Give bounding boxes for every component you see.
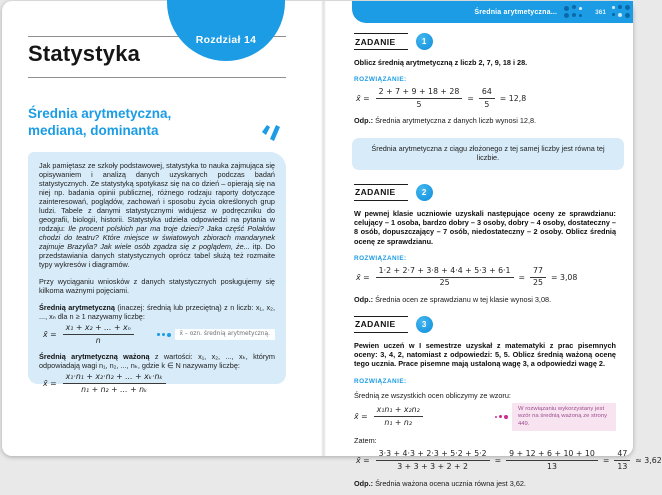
task-number-badge: 2	[416, 184, 433, 201]
answer-label: Odp.:	[354, 116, 374, 126]
formula-result: ≈ 3,62	[635, 456, 662, 466]
book-spread	[2, 1, 662, 488]
task-3-answer	[354, 479, 616, 488]
fraction-numerator: x₁ + x₂ + ... + xₙ	[63, 324, 134, 335]
exercises-column	[354, 33, 662, 495]
fraction-denominator: 3 + 3 + 3 + 2 + 2	[397, 461, 468, 471]
dots-pattern-right	[611, 4, 631, 20]
side-note	[495, 403, 616, 432]
task-1-header	[354, 33, 616, 50]
intro-paragraph-1	[39, 161, 275, 269]
task-1-answer	[354, 116, 616, 125]
page-number: 361	[595, 8, 606, 16]
chapter-badge-label: Rozdział 14	[195, 34, 257, 46]
quote-icon	[260, 122, 284, 142]
intro-box	[28, 152, 286, 394]
note-dots-icon	[495, 415, 508, 419]
task-label: ZADANIE	[354, 33, 408, 50]
task-2-answer	[354, 295, 616, 304]
equals-sign: =	[518, 272, 526, 282]
solution-label: ROZWIĄZANIE:	[354, 377, 407, 385]
definition-weighted	[39, 352, 275, 370]
fraction-denominator: 13	[547, 461, 557, 471]
fraction-denominator: 13	[617, 461, 628, 471]
intro-p1-end: itp. Do przedstawiania danych statystycznych oprócz tabel służą też rozmaite typy wykresów i diagramów.	[39, 242, 275, 269]
formula-lhs: x̄ =	[354, 412, 368, 422]
solution-label: ROZWIĄZANIE:	[354, 76, 407, 84]
task-3-solution-intro: Średnią ze wszystkich ocen obliczymy ze wzoru:	[354, 390, 511, 400]
header-title: Średnia arytmetyczna...	[474, 8, 558, 16]
fraction	[63, 373, 169, 394]
answer-text: Średnia arytmetyczna z danych liczb wynosi 12,8.	[375, 116, 537, 126]
fraction-denominator: 5	[416, 99, 422, 109]
solution-label: ROZWIĄZANIE:	[354, 254, 407, 262]
title-rule-bottom	[28, 77, 286, 78]
task-label: ZADANIE	[354, 316, 408, 333]
task-3-weights-formula	[354, 406, 429, 427]
formula-result: = 3,08	[550, 272, 578, 282]
task-3	[354, 316, 662, 488]
fraction	[479, 88, 495, 109]
task-1	[354, 33, 616, 125]
task-3-weights-formula-row	[354, 403, 616, 432]
answer-text: Średnia ważona ocena ucznia równa jest 3,62.	[375, 478, 526, 488]
task-1-formula	[356, 88, 616, 109]
definition-weighted-term: Średnią arytmetyczną ważoną	[39, 352, 150, 362]
formula-lhs: x̄ =	[356, 94, 370, 104]
fraction	[63, 324, 137, 345]
note-dots-icon	[157, 333, 170, 337]
fraction-numerator: x₁n₁ + x₂n₂	[374, 406, 423, 417]
formula-mean-lhs: x̄ =	[43, 330, 57, 340]
section-heading	[28, 106, 171, 139]
answer-label: Odp.:	[354, 478, 374, 488]
fraction-denominator: 5	[484, 99, 490, 109]
page-title: Statystyka	[28, 41, 141, 66]
fraction-denominator: n₁ + n₂ + ... + nₖ	[81, 384, 148, 394]
task-2-header	[354, 184, 616, 201]
task-2-text: W pewnej klasie uczniowie uzyskali następujące oceny ze sprawdzianu: celujący – 1 osoba, bardzo dobry – 3 osoby, dobry – 4 osoby, dostateczny – 8 osób, dopuszczający – 7 osób, niedostateczny – 2 osoby. Oblicz średnią ocenę ze sprawdzianu.	[354, 208, 616, 246]
fraction	[530, 267, 546, 288]
header-bar	[352, 1, 633, 23]
fraction	[374, 406, 426, 427]
equals-sign: =	[467, 94, 474, 104]
task-label: ZADANIE	[354, 184, 408, 201]
equals-sign: =	[494, 456, 502, 466]
fraction-numerator: 9 + 12 + 6 + 10 + 10	[506, 450, 598, 461]
equals-sign: =	[602, 456, 610, 466]
fraction	[376, 88, 463, 109]
fraction	[614, 450, 630, 471]
mean-note-text: x̄ – ozn. średnią arytmetyczną.	[175, 329, 275, 340]
answer-text: Średnia ocen ze sprawdzianu w tej klasie wynosi 3,08.	[375, 294, 552, 304]
fraction-denominator: n	[95, 335, 101, 345]
therefore-label: Zatem:	[354, 436, 377, 446]
task-2-formula	[356, 267, 616, 288]
fraction-numerator: x₁·n₁ + x₂·n₂ + ... + xₖ·nₖ	[63, 373, 166, 384]
fraction-numerator: 77	[530, 267, 546, 278]
answer-label: Odp.:	[354, 294, 374, 304]
section-heading-line1: Średnia arytmetyczna,	[28, 106, 172, 121]
intro-paragraph-2: Przy wyciąganiu wniosków z danych statystycznych posługujemy się kilkoma ważnymi pojęciami.	[39, 277, 275, 295]
formula-mean	[43, 324, 275, 345]
dots-pattern-left	[562, 4, 590, 20]
task-3-header	[354, 316, 616, 333]
fraction	[376, 267, 514, 288]
formula-result: = 12,8	[499, 94, 527, 104]
formula-weighted	[43, 373, 275, 394]
task-number-badge: 3	[416, 316, 433, 333]
section-heading-line2: mediana, dominanta	[28, 122, 159, 138]
task-3-text: Pewien uczeń w I semestrze uzyskał z matematyki z prac pisemnych oceny: 3, 4, 2, natomiast z odpowiedzi: 5, 5. Oblicz średnią ważoną ocenę tego ucznia. Prace pisemne mają ustaloną wagę 3, a odpowiedzi wagę 2.	[354, 340, 616, 369]
formula-lhs: x̄ =	[356, 272, 370, 282]
fraction-numerator: 64	[479, 88, 495, 99]
fraction	[376, 450, 490, 471]
fraction-denominator: 25	[439, 278, 450, 288]
fraction-numerator: 2 + 7 + 9 + 18 + 28	[376, 88, 463, 99]
fraction-numerator: 3·3 + 4·3 + 2·3 + 5·2 + 5·2	[376, 450, 490, 461]
info-banner: Średnia arytmetyczna z ciągu złożonego z tej samej liczby jest równa tej liczbie.	[352, 138, 624, 170]
definition-mean-term: Średnią arytmetyczną	[39, 303, 115, 312]
definition-mean	[39, 303, 275, 321]
task-3-formula	[356, 449, 662, 471]
fraction-denominator: n₁ + n₂	[384, 417, 412, 427]
definition-weighted-rest: z wartości: x₁, x₂, ..., xₖ, którym odpowiadają wagi n₁, n₂, ..., nₖ, gdzie k ∈ N nazywamy liczbę:	[39, 352, 275, 371]
fraction-numerator: 1·2 + 2·7 + 3·8 + 4·4 + 5·3 + 6·1	[376, 267, 514, 278]
fraction	[506, 450, 598, 471]
fraction-denominator: 25	[533, 278, 543, 288]
definition-mean-rest: (inaczej: średnią lub przeciętną) z n liczb: x₁, x₂, ..., xₙ dla n ≥ 1 nazywamy liczbę:	[39, 303, 275, 321]
mean-note	[157, 329, 275, 340]
formula-lhs: x̄ =	[356, 456, 370, 466]
intro-p1-questions: Ile procent polskich par ma troje dzieci? Jaka część Polaków chodzi do teatru? Które miejsce w światowych zbiorach mandarynek zajmuje Brazylia? Jak wiele osób zgadza się z poglądem, że...	[39, 224, 275, 251]
chapter-badge	[167, 0, 285, 61]
formula-weighted-lhs: x̄ =	[43, 379, 57, 389]
fraction-numerator: 47	[614, 450, 630, 461]
side-note-text: W rozwiązaniu wykorzystany jest wzór na średnią ważoną ze strony 449.	[512, 403, 616, 432]
task-1-text: Oblicz średnią arytmetyczną z liczb 2, 7, 9, 18 i 28.	[354, 58, 528, 67]
left-page	[2, 1, 324, 456]
right-page	[324, 1, 662, 488]
task-2	[354, 184, 616, 304]
task-number-badge: 1	[416, 33, 433, 50]
intro-p1-start: Jak pamiętasz ze szkoły podstawowej, statystyka to nauka zajmująca się opisywaniem i analizą danych uzyskanych podczas badań statystycznych. Ze statystyką spotykasz się na co dzień – opierają się na niej np. badania opinii publicznej, różnego rodzaju raporty dotyczące zainteresowań, poglądów, zachowań i sposobu życia określonych grup ludzi. Tabele z danymi statystycznymi widujesz w podręczniku do geografii, biologii, historii. Statystyka udziela odpowiedzi na pytania w rodzaju:	[39, 161, 275, 233]
